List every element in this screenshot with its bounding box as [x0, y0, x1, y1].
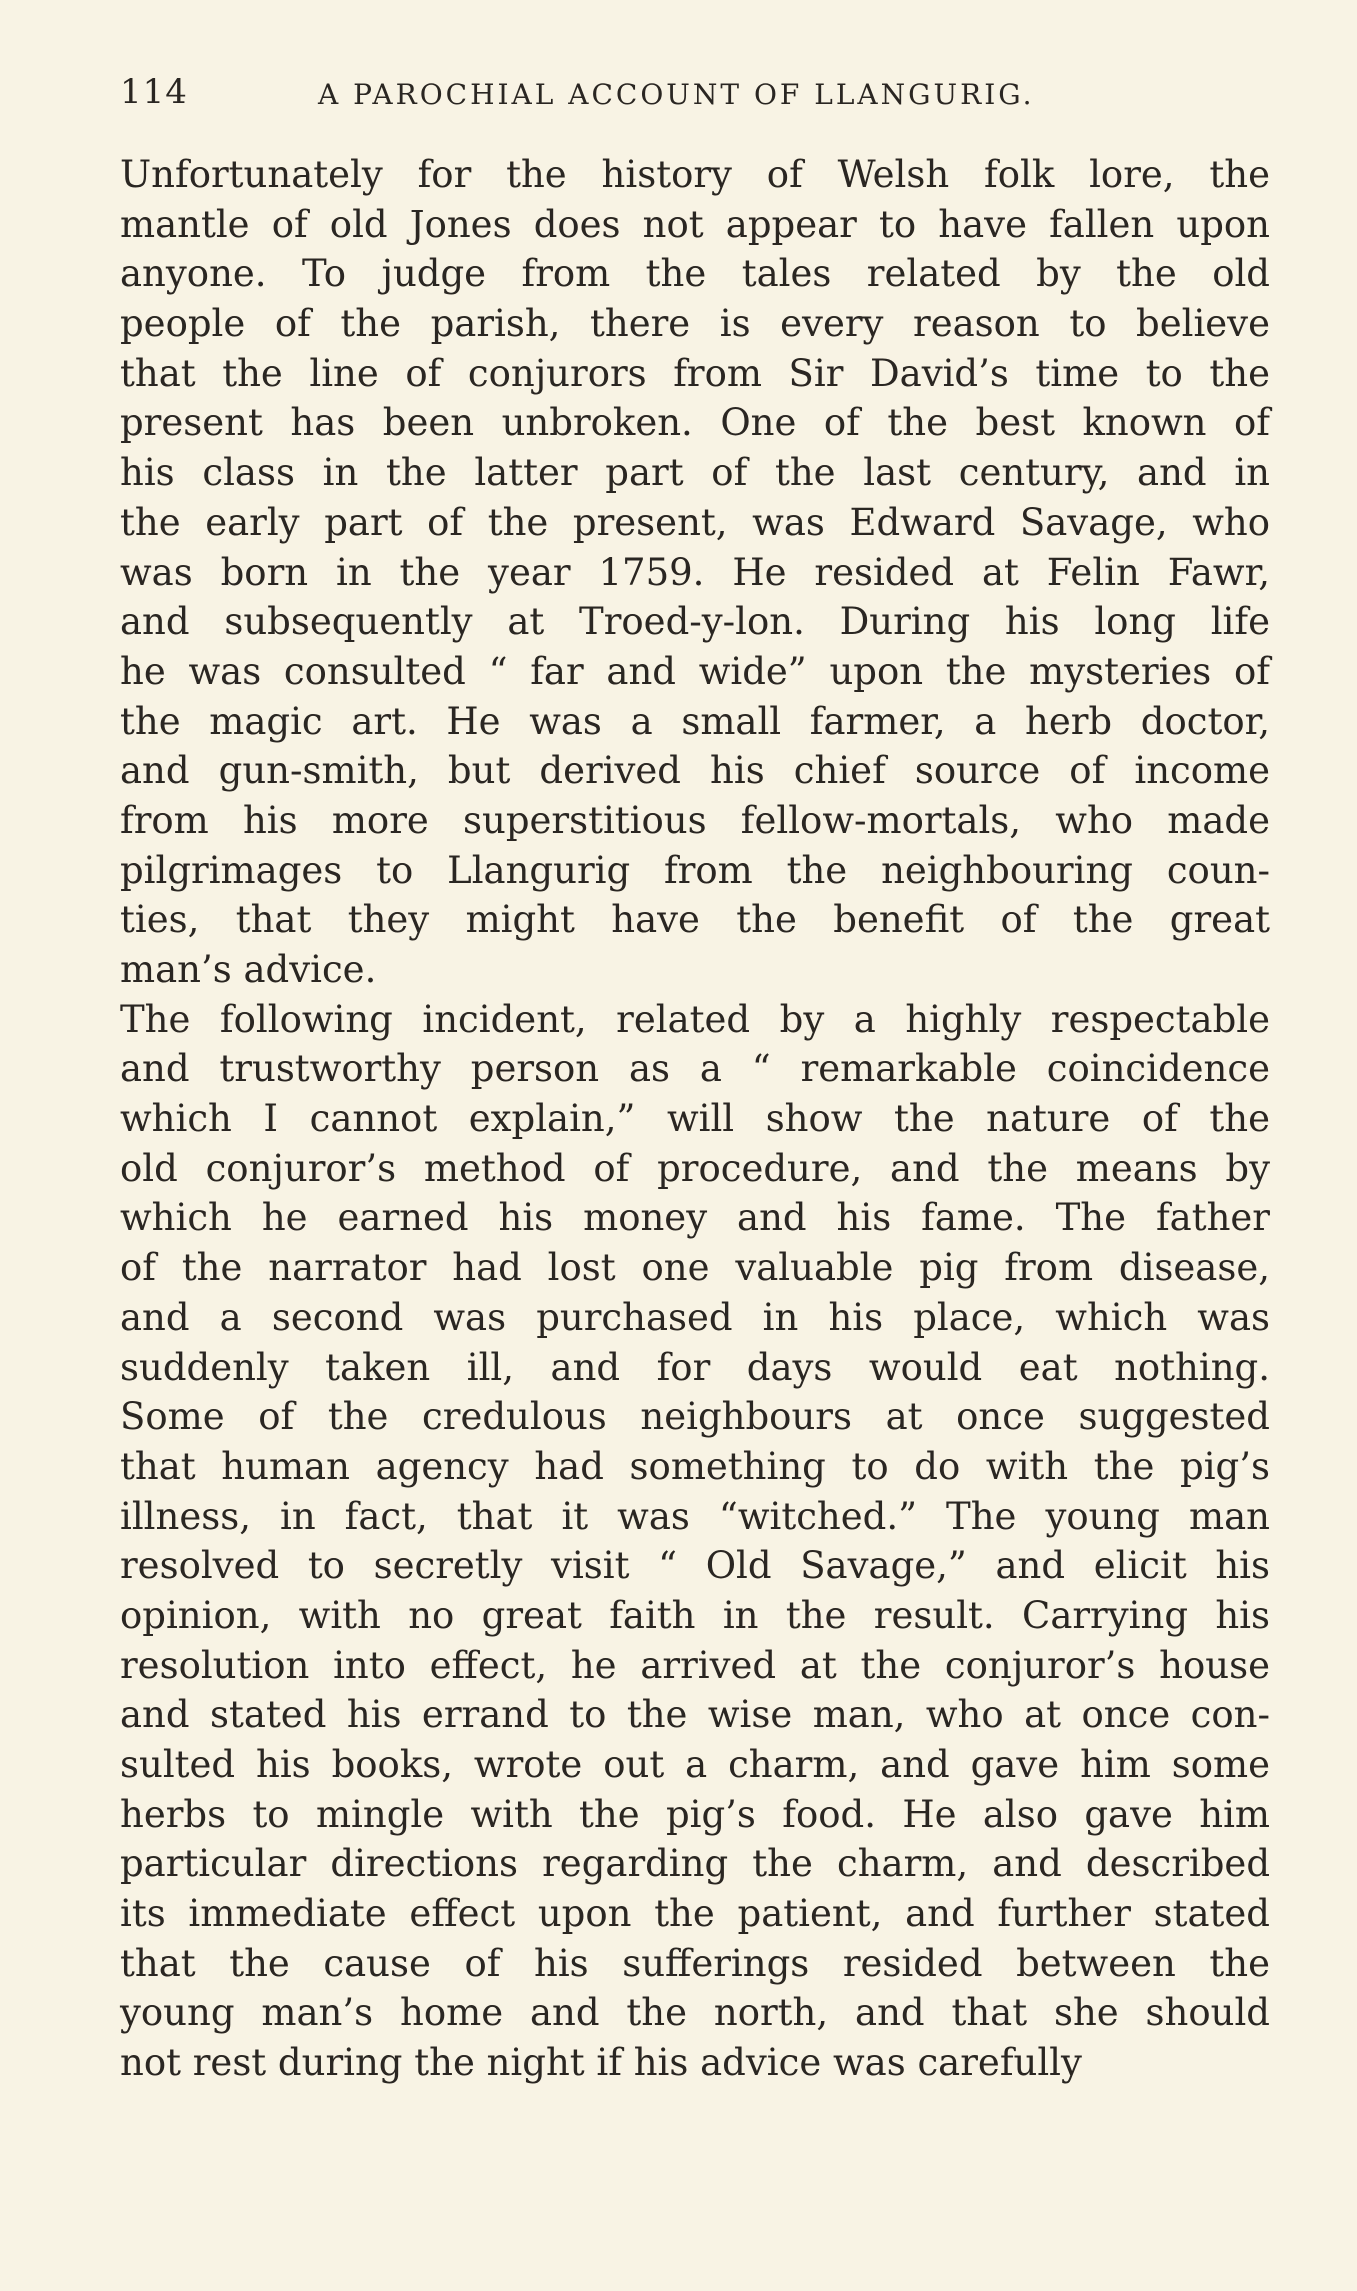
text-line: Unfortunately for the history of Welsh folk lore, the	[120, 153, 1270, 196]
text-line: man’s advice.	[120, 948, 377, 991]
text-line: herbs to mingle with the pig’s food. He also gave him	[120, 1792, 1270, 1836]
running-title: A PAROCHIAL ACCOUNT OF LLANGURIG.	[318, 78, 1035, 111]
text-line: resolution into effect, he arrived at the conjuror’s house	[120, 1643, 1270, 1687]
text-line: particular directions regarding the charm, and described	[120, 1842, 1270, 1886]
text-line: was born in the year 1759. He resided at Felin Fawr,	[120, 550, 1270, 594]
text-line: illness, in fact, that it was “witched.” The young man	[120, 1494, 1270, 1538]
text-line: he was consulted “ far and wide” upon the mysteries of	[120, 649, 1270, 693]
text-line: present has been unbroken. One of the best known of	[120, 401, 1270, 445]
text-line: the early part of the present, was Edward Savage, who	[120, 500, 1270, 544]
text-line: young man’s home and the north, and that she should	[120, 1991, 1270, 2035]
text-line: which I cannot explain,” will show the nature of the	[120, 1097, 1270, 1141]
text-line: that human agency had something to do with the pig’s	[120, 1444, 1270, 1488]
page-number: 114	[120, 72, 188, 112]
text-line: which he earned his money and his fame. The father	[120, 1196, 1270, 1240]
text-line: and a second was purchased in his place, which was	[120, 1295, 1270, 1339]
text-line: The following incident, related by a highly respectable	[120, 997, 1270, 1041]
text-line: and gun-smith, but derived his chief source of income	[120, 749, 1270, 793]
paragraph	[120, 150, 1270, 995]
text-line: its immediate effect upon the patient, and further stated	[120, 1892, 1270, 1936]
text-line: pilgrimages to Llangurig from the neighbouring coun-	[120, 848, 1270, 892]
text-line: ties, that they might have the benefit of the great	[120, 898, 1270, 942]
text-line: and trustworthy person as a “ remarkable coincidence	[120, 1047, 1270, 1091]
text-line: his class in the latter part of the last century, and in	[120, 451, 1270, 495]
text-line: that the cause of his sufferings resided between the	[120, 1941, 1270, 1985]
text-line: anyone. To judge from the tales related by the old	[120, 252, 1270, 296]
body-text	[120, 150, 1270, 2088]
text-line: of the narrator had lost one valuable pig from disease,	[120, 1246, 1270, 1290]
running-head	[120, 72, 1270, 122]
text-line: sulted his books, wrote out a charm, and gave him some	[120, 1743, 1270, 1786]
text-line: opinion, with no great faith in the result. Carrying his	[120, 1593, 1270, 1637]
text-line: that the line of conjurors from Sir David’s time to the	[120, 351, 1270, 395]
text-line: people of the parish, there is every reason to believe	[120, 302, 1270, 346]
text-line: and subsequently at Troed-y-lon. During his long life	[120, 600, 1270, 644]
text-line: suddenly taken ill, and for days would eat nothing.	[120, 1345, 1270, 1389]
text-line: from his more superstitious fellow-mortals, who made	[120, 798, 1270, 842]
text-line: resolved to secretly visit “ Old Savage,” and elicit his	[120, 1544, 1270, 1588]
text-line: not rest during the night if his advice was carefully	[120, 2041, 1082, 2085]
text-line: Some of the credulous neighbours at once suggested	[120, 1395, 1270, 1439]
text-line: mantle of old Jones does not appear to have fallen upon	[120, 202, 1270, 246]
text-line: the magic art. He was a small farmer, a herb doctor,	[120, 699, 1270, 743]
text-line: old conjuror’s method of procedure, and the means by	[120, 1146, 1270, 1190]
text-line: and stated his errand to the wise man, who at once con-	[120, 1693, 1270, 1737]
paragraph	[120, 995, 1270, 2088]
